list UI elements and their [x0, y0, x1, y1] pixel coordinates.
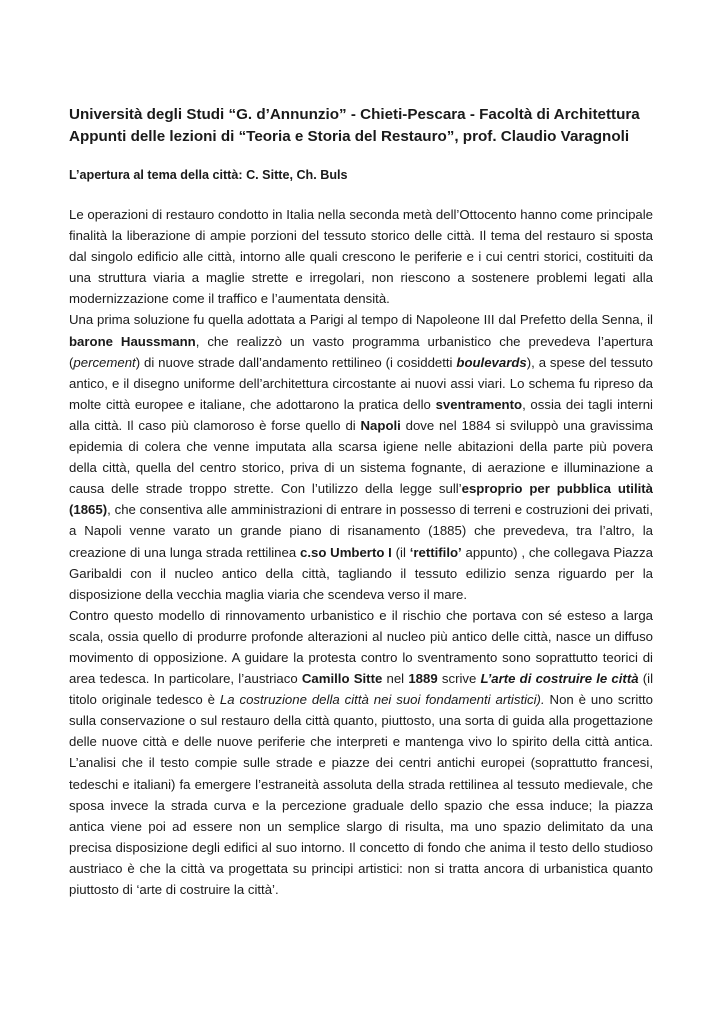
paragraph-text: ) di nuove strade dall’andamento rettilineo (i cosiddetti	[135, 354, 457, 370]
course-header: Appunti delle lezioni di “Teoria e Storia del Restauro”, prof. Claudio Varagnoli	[69, 128, 630, 145]
paragraph-1	[69, 204, 653, 309]
paragraph-text: , che consentiva alle amministrazioni di entrare in possesso di terreni e costruzioni dei privati, a Napoli venne varato un grande piano di risanamento (1885) che prevedeva, tra l’altro, la creazione di una lunga strada rettilinea	[69, 502, 653, 560]
emphasis-text: 1889	[408, 671, 438, 687]
paragraph-text: Contro questo modello di rinnovamento urbanistico e il rischio che portava con sé esteso a larga scala, ossia quello di produrre profonde alterazioni al nucleo più antico delle città, nasce un diffuso movimento di opposizione. A guidare la protesta contro lo sventramento sono soprattutto teorici di area tedesca. In particolare, l’austriaco	[69, 607, 653, 687]
paragraph-text: Non è uno scritto sulla conservazione o sul restauro della città quanto, piuttosto, una sorta di guida alla progettazione delle nuove città e delle nuove periferie che interpreti e mantenga vivo lo spirito della città antica. L’analisi che il testo compie sulle strade e piazze dei centri antichi europei (soprattutto francesi, tedeschi e italiani) fa emergere l’estraneità assoluta della strada rettilinea al tessuto medievale, che sposa invece la strada curva e la percezione graduale dello spazio che essa induce; la piazza antica viene poi ad essere non un semplice slargo di risulta, ma uno spazio delimitato da una precisa disposizione degli edifici al suo intorno. Il concetto di fondo che anima il testo dello studioso austriaco è che la città va progettata su principi artistici: non si tratta ancora di urbanistica quanto piuttosto di ‘arte di costruire la città’.	[69, 692, 653, 897]
paragraph-text: Le operazioni di restauro condotto in Italia nella seconda metà dell’Ottocento hanno come principale finalità la liberazione di ampie porzioni del tessuto storico delle città. Il tema del restauro si sposta dal singolo edificio alle città, intorno alle quali crescono le periferie e i cui centri storici, costituiti da una struttura viaria a maglie strette e irregolari, non riescono a sostenere problemi legati alla modernizzazione come il traffico e l’aumentata densità.	[69, 207, 653, 307]
paragraph-text: (il	[391, 544, 410, 560]
emphasis-text: Camillo Sitte	[301, 671, 383, 687]
emphasis-text: Napoli	[360, 417, 401, 433]
emphasis-text: sventramento	[435, 396, 523, 412]
paragraph-text: , che realizzò un vasto programma urbanistico che prevedeva l’apertura (	[69, 333, 654, 370]
university-header: Università degli Studi “G. d’Annunzio” - Chieti-Pescara - Facoltà di Architettura	[69, 106, 640, 123]
emphasis-text: c.so Umberto I	[299, 544, 392, 560]
emphasis-text: L’arte di costruire le città	[480, 671, 639, 687]
paragraph-text: (il titolo originale tedesco è	[69, 671, 654, 708]
paragraph-text: appunto) , che collegava Piazza Garibaldi con il nucleo antico della città, tagliando il tessuto edilizio senza riguardo per la disposizione della vecchia maglia viaria che scendeva verso il mare.	[69, 544, 653, 602]
emphasis-text: barone Haussmann	[69, 333, 196, 349]
document-body	[69, 204, 653, 900]
paragraph-2	[69, 309, 653, 604]
emphasis-text: esproprio per pubblica utilità (1865)	[69, 481, 653, 518]
section-title: L’apertura al tema della città: C. Sitte, Ch. Buls	[69, 168, 348, 182]
paragraph-3	[69, 605, 653, 900]
paragraph-text: Una prima soluzione fu quella adottata a Parigi al tempo di Napoleone III dal Prefetto della Senna, il	[69, 312, 653, 328]
paragraph-text: dove nel 1884 si sviluppò una gravissima epidemia di colera che venne imputata alla scarsa igiene nelle abitazioni della parte più povera della città, quella del centro storico, priva di un sistema fognante, di aerazione e illuminazione a causa delle strade troppo strette. Con l’utilizzo della legge sull’	[69, 417, 653, 497]
emphasis-text: boulevards	[456, 354, 527, 370]
paragraph-text: , ossia dei tagli interni alla città. Il caso più clamoroso è forse quello di	[69, 396, 653, 433]
paragraph-text: nel	[382, 671, 409, 687]
emphasis-text: ‘rettifilo’	[409, 544, 462, 560]
paragraph-text: ), a spese del tessuto antico, e il disegno uniforme dell’architettura circostante ai nuovi assi viari. Lo schema fu ripreso da molte città europee e italiane, che adottarono la pratica dello	[69, 354, 653, 412]
emphasis-text: percement	[73, 354, 136, 370]
paragraph-text: scrive	[437, 671, 481, 687]
emphasis-text: La costruzione della città nei suoi fondamenti artistici).	[219, 692, 545, 708]
document-page	[69, 104, 653, 900]
